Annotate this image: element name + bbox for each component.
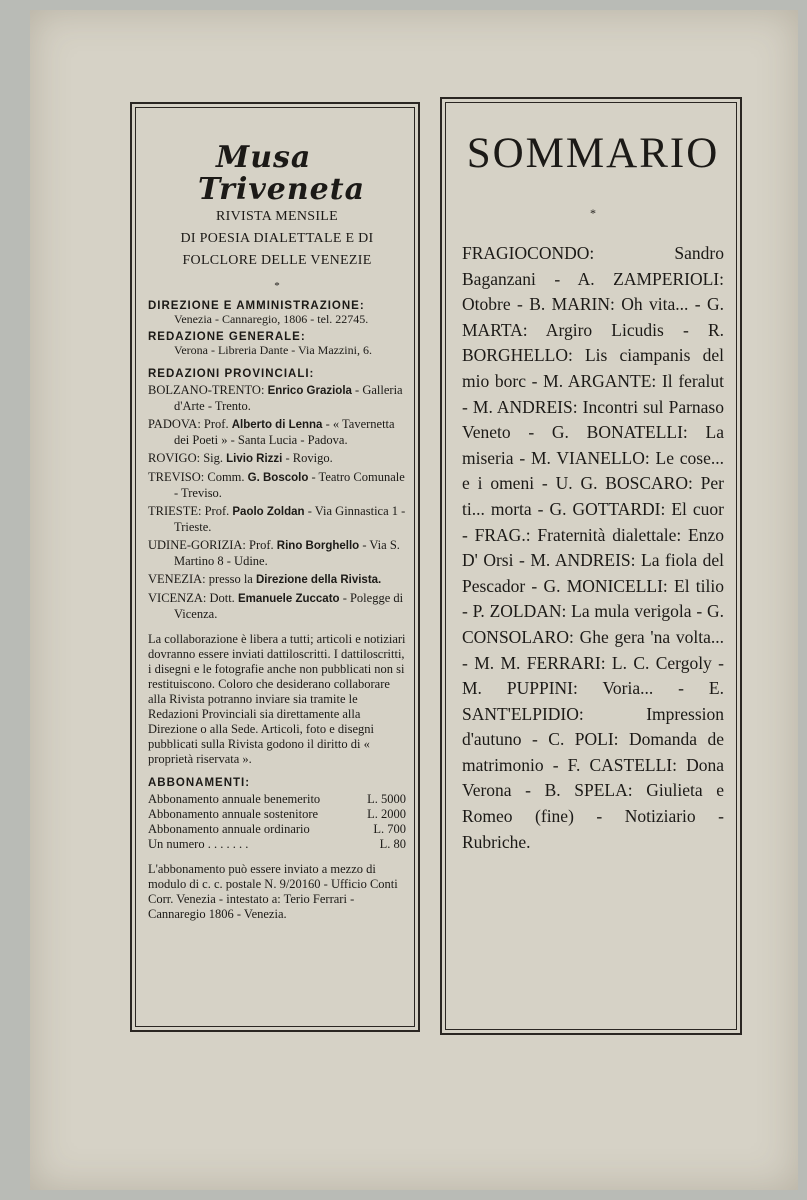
list-item: Un numero . . . . . . . L. 80 <box>148 837 406 851</box>
pagamento-text: L'abbonamento può essere inviato a mezzo di modulo di c. c. postale N. 9/20160 - Ufficio Conti Corr. Venezia - intestato a: Terio Ferrari - Cannaregio 1806 - Venezia. <box>148 862 398 921</box>
list-item: VICENZA: Dott. Emanuele Zuccato - Polegge di Vicenza. <box>148 591 404 621</box>
list-item: BOLZANO-TRENTO: Enrico Graziola - Galleria d'Arte - Trento. <box>148 383 403 413</box>
subtitle <box>148 206 406 272</box>
collaborazione-text: La collaborazione è libera a tutti; articoli e notiziari dovranno essere inviati dattiloscritti. I dattiloscritti, i disegni e le fotografie anche non pubblicati non si restituiscono. Coloro che desiderano collaborare alla Rivista potranno inviare sia tramite le Redazioni Provinciali sia direttamente alla Direzione o alla Sede. Articoli, foto e disegni pubblicati sulla Rivista godono il diritto di « proprietà riservata ». <box>148 632 406 766</box>
abbonamenti-list <box>148 792 406 852</box>
redazione-heading: REDAZIONE GENERALE: <box>148 331 306 343</box>
sommario-title: SOMMARIO <box>466 130 720 177</box>
masthead-box <box>130 102 420 1032</box>
subtitle-line: FOLCLORE DELLE VENEZIE <box>182 253 372 268</box>
sommario-box <box>440 97 742 1035</box>
list-item: Abbonamento annuale ordinario L. 700 <box>148 822 406 836</box>
list-item: ROVIGO: Sig. Livio Rizzi - Rovigo. <box>148 451 333 465</box>
subtitle-line: RIVISTA MENSILE <box>216 209 338 224</box>
list-item: TRIESTE: Prof. Paolo Zoldan - Via Ginnastica 1 - Trieste. <box>148 504 406 534</box>
redazione-text: Verona - Libreria Dante - Via Mazzini, 6. <box>174 343 372 357</box>
list-item: Abbonamento annuale benemerito L. 5000 <box>148 792 406 806</box>
list-item: Abbonamento annuale sostenitore L. 2000 <box>148 807 406 821</box>
list-item: UDINE-GORIZIA: Prof. Rino Borghello - Via S. Martino 8 - Udine. <box>148 538 400 568</box>
separator-star: * <box>274 280 280 292</box>
separator-star: * <box>590 206 596 220</box>
abbonamenti-heading: ABBONAMENTI: <box>148 777 251 789</box>
logo-triveneta: Triveneta <box>198 172 366 207</box>
subtitle-line: DI POESIA DIALETTALE E DI <box>180 231 374 246</box>
provinciali-heading: REDAZIONI PROVINCIALI: <box>148 368 315 380</box>
provinciali-list <box>148 383 406 622</box>
direzione-text: Venezia - Cannaregio, 1806 - tel. 22745. <box>174 312 369 326</box>
list-item: PADOVA: Prof. Alberto di Lenna - « Tavernetta dei Poeti » - Santa Lucia - Padova. <box>148 417 395 447</box>
direzione-heading: DIREZIONE E AMMINISTRAZIONE: <box>148 300 365 312</box>
sommario-text: FRAGIOCONDO: Sandro Baganzani - A. ZAMPERIOLI: Otobre - B. MARIN: Oh vita... - G. MARTA: Argiro Licudis - R. BORGHELLO: Lis ciampanis del mio borc - M. ARGANTE: Il feralut - M. ANDREIS: Incontri sul Parnaso Veneto - G. BONATELLI: La miseria - M. VIANELLO: Le cose... e i omeni - U. G. BOSCARO: Per ti... morta - G. GOTTARDI: El cuor - FRAG.: Fraternità dialettale: Enzo D' Orsi - M. ANDREIS: La fiola del Pescador - G. MONICELLI: El tilio - P. ZOLDAN: La mula verigola - G. CONSOLARO: Ghe gera 'na volta... - M. M. FERRARI: L. C. Cergoly - M. PUPPINI: Voria... - E. SANT'ELPIDIO: Impression d'autuno - C. POLI: Domanda de matrimonio - F. CASTELLI: Dona Verona - B. SPELA: Giulieta e Romeo (fine) - Notiziario - Rubriche. <box>462 243 724 852</box>
list-item: VENEZIA: presso la Direzione della Rivista. <box>148 572 382 586</box>
list-item: TREVISO: Comm. G. Boscolo - Teatro Comunale - Treviso. <box>148 470 405 500</box>
logo-musa: Musa <box>216 140 312 175</box>
